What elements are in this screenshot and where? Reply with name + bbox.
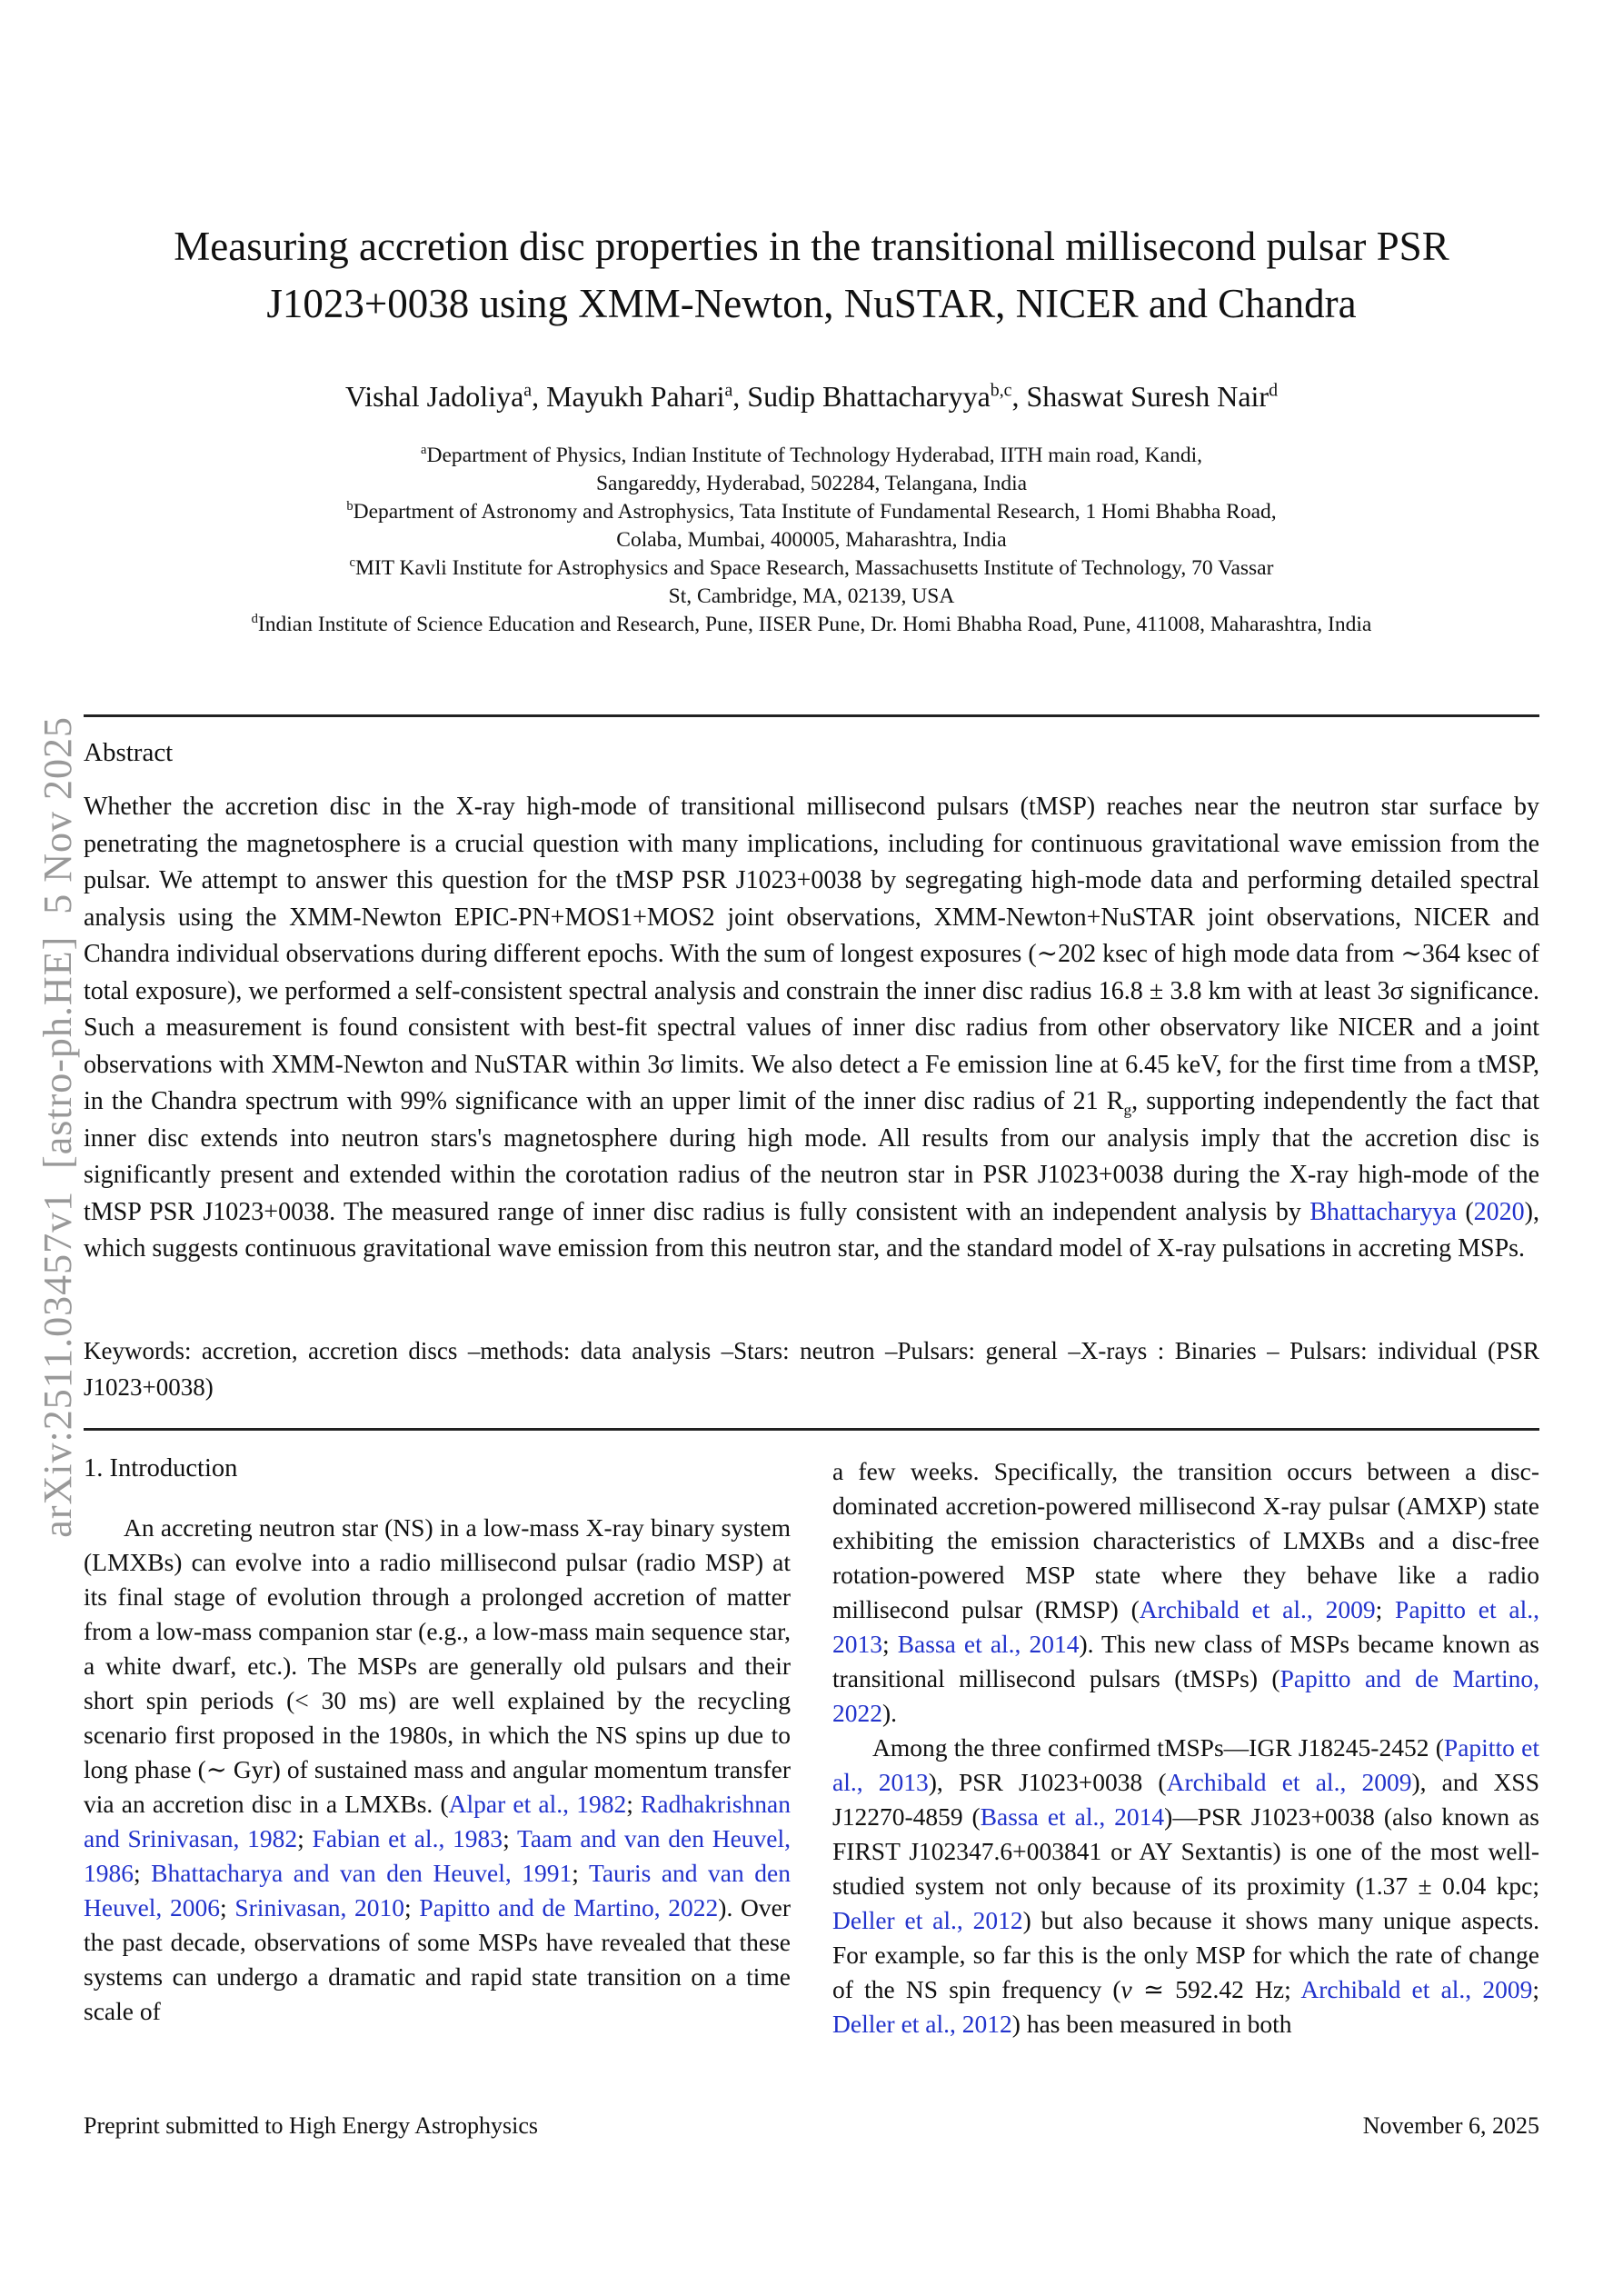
affiliation-c <box>84 554 1539 611</box>
text-span: ( <box>1456 1197 1474 1226</box>
text-span: ; <box>503 1824 517 1852</box>
text-span: ). <box>882 1699 898 1727</box>
text-span: a few weeks. Specifically, the transition occurs between a disc-dominated accretion-powered millisecond X-ray pulsar (AMXP) state exhibiting the emission characteristics of LMXBs and a disc-free rotation-powered MSP state where they behave like a radio millisecond pulsar (RMSP) ( <box>832 1457 1539 1623</box>
abstract-text <box>84 789 1539 1268</box>
text-span: ; <box>1375 1595 1396 1623</box>
citation-link[interactable]: Fabian et al., 1983 <box>312 1824 503 1852</box>
arxiv-stamp-container <box>24 509 91 1745</box>
text-span: Whether the accretion disc in the X-ray high-mode of transitional millisecond pulsars (tMSP) reaches near the neutron star surface by penetrating the magnetosphere is a crucial question with many implications, including for continuous gravitational wave emission from the pulsar. We attempt to answer this question for the tMSP PSR J1023+0038 by segregating high-mode data and performing detailed spectral analysis using the XMM-Newton EPIC-PN+MOS1+MOS2 joint observations, XMM-Newton+NuSTAR joint observations, NICER and Chandra individual observations during different epochs. With the sum of longest exposures (∼202 ksec of high mode data from ∼364 ksec of total exposure), we performed a self-consistent spectral analysis and constrain the inner disc radius 16.8 ± 3.8 km with at least 3σ significance. Such a measurement is found consistent with best-fit spectral values of inner disc radius from other observatory like NICER and a joint observations with XMM-Newton and NuSTAR within 3σ limits. We also detect a Fe emission line at 6.45 keV, for the first time from a tMSP, in the Chandra spectrum with 99% significance with an upper limit of the inner disc radius of 21 R <box>84 793 1539 1115</box>
text-span: Vishal Jadoliya <box>345 380 524 413</box>
text-span: MIT Kavli Institute for Astrophysics and Space Research, Massachusetts Institute of Technology, 70 Vassar <box>355 556 1274 580</box>
text-span: ; <box>572 1859 589 1887</box>
text-span: ). Over the past decade, observations of some MSPs have revealed that these systems can undergo a dramatic and rapid state transition on a time scale of <box>84 1893 792 2025</box>
text-span: a <box>724 380 733 401</box>
affiliation-a <box>84 442 1539 498</box>
intro-paragraph-3 <box>832 1731 1539 2041</box>
text-span: ; <box>882 1630 898 1658</box>
divider-top <box>84 714 1539 717</box>
intro-paragraph-2 <box>832 1454 1539 1731</box>
keywords-line <box>84 1333 1539 1405</box>
citation-link[interactable]: Radhakrishnan and Srinivasan, 1982 <box>84 1790 792 1852</box>
arxiv-stamp: arXiv:2511.03457v1 [astro-ph.HE] 5 Nov 2025 <box>35 716 80 1538</box>
text-span: Department of Physics, Indian Institute of Technology Hyderabad, IITH main road, Kandi, <box>426 444 1202 467</box>
text-span: Indian Institute of Science Education and Research, Pune, IISER Pune, Dr. Homi Bhabha Road, Pune, 411008, Maharashtra, India <box>257 613 1372 636</box>
two-column-body <box>84 1454 1539 2041</box>
left-column <box>84 1454 791 2041</box>
text-span: b <box>346 499 353 514</box>
citation-link[interactable]: Deller et al., 2012 <box>832 2010 1012 2038</box>
citation-link[interactable]: Tauris and van den Heuvel, 2006 <box>84 1859 791 1922</box>
citation-link[interactable]: Papitto et al., 2013 <box>832 1733 1539 1796</box>
citation-link[interactable]: Deller et al., 2012 <box>832 1906 1023 1934</box>
right-column <box>832 1454 1539 2041</box>
affiliation-b <box>84 498 1539 554</box>
citation-link[interactable]: Srinivasan, 2010 <box>234 1893 405 1922</box>
text-span: ), and XSS J12270-4859 ( <box>832 1768 1539 1831</box>
text-span: c <box>349 555 356 571</box>
text-span: St, Cambridge, MA, 02139, USA <box>668 584 955 608</box>
citation-link[interactable]: Archibald et al., 2009 <box>1139 1595 1376 1623</box>
text-span: Sangareddy, Hyderabad, 502284, Telangana, India <box>595 472 1028 495</box>
text-span: Among the three confirmed tMSPs—IGR J18245-2452 ( <box>872 1733 1444 1762</box>
text-span: ; <box>220 1893 235 1922</box>
text-span: d <box>251 612 258 627</box>
text-span: ; <box>297 1824 313 1852</box>
citation-link[interactable]: Bhattacharya and van den Heuvel, 1991 <box>151 1859 573 1887</box>
text-span: a <box>523 380 533 401</box>
paper-title <box>84 218 1539 333</box>
text-span: Colaba, Mumbai, 400005, Maharashtra, India <box>616 528 1007 552</box>
divider-bottom <box>84 1428 1539 1431</box>
text-span: Keywords: accretion, accretion discs –methods: data analysis –Stars: neutron –Pulsars: general –X-rays : Binaries – Pulsars: individual (PSR J1023+0038) <box>84 1337 1539 1401</box>
text-span: ), which suggests continuous gravitational wave emission from this neutron star, and the standard model of X-ray pulsations in accreting MSPs. <box>84 1197 1539 1263</box>
text-span: d <box>1269 380 1278 401</box>
intro-paragraph-1 <box>84 1511 791 2029</box>
footer-date: November 6, 2025 <box>1362 2112 1539 2139</box>
text-span: ν <box>1120 1975 1132 2003</box>
citation-link[interactable]: 2020 <box>1473 1197 1525 1226</box>
text-span: ; <box>404 1893 420 1922</box>
text-span: , Sudip Bhattacharyya <box>732 380 991 413</box>
text-span: )—PSR J1023+0038 (also known as FIRST J102347.6+003841 or AY Sextantis) is one of the most well-studied system not only because of its proximity (1.37 ± 0.04 kpc; <box>832 1802 1539 1900</box>
text-span: ) but also because it shows many unique aspects. For example, so far this is the only MSP for which the rate of change of the NS spin frequency ( <box>832 1906 1539 2003</box>
text-span: An accreting neutron star (NS) in a low-mass X-ray binary system (LMXBs) can evolve into a radio millisecond pulsar (radio MSP) at its final stage of evolution through a prolonged accretion of matter from a low-mass companion star (e.g., a low-mass main sequence star, a white dwarf, etc.). The MSPs are generally old pulsars and their short spin periods (< 30 ms) are well explained by the recycling scenario first proposed in the 1980s, in which the NS spins up due to long phase (∼ Gyr) of sustained mass and angular momentum transfer via an accretion disc in a LMXBs. ( <box>84 1513 791 1818</box>
text-span: ) has been measured in both <box>1011 2010 1292 2038</box>
page-footer <box>84 2112 1539 2140</box>
section-heading-introduction: 1. Introduction <box>84 1454 238 1482</box>
citation-link[interactable]: Archibald et al., 2009 <box>1300 1975 1533 2003</box>
citation-link[interactable]: Archibald et al., 2009 <box>1166 1768 1412 1796</box>
text-span: Department of Astronomy and Astrophysics, Tata Institute of Fundamental Research, 1 Homi Bhabha Road, <box>353 500 1277 524</box>
text-span: ; <box>134 1859 152 1887</box>
text-span: , Mayukh Pahari <box>532 380 725 413</box>
paper-title-text: Measuring accretion disc properties in the transitional millisecond pulsar PSR J1023+0038 using XMM-Newton, NuSTAR, NICER and Chandra <box>174 224 1449 326</box>
citation-link[interactable]: Alpar et al., 1982 <box>448 1790 627 1818</box>
citation-link[interactable]: Bhattacharyya <box>1309 1197 1457 1226</box>
author-line <box>84 380 1539 414</box>
text-span: a <box>421 443 427 458</box>
footer-preprint-note: Preprint submitted to High Energy Astrophysics <box>84 2112 538 2139</box>
text-span: ≃ 592.42 Hz; <box>1131 1975 1301 2003</box>
citation-link[interactable]: Taam and van den Heuvel, 1986 <box>84 1824 791 1887</box>
text-span: , Shaswat Suresh Nair <box>1011 380 1270 413</box>
text-span: g <box>1123 1101 1132 1119</box>
text-span: b,c <box>990 380 1012 401</box>
citation-link[interactable]: Bassa et al., 2014 <box>897 1630 1080 1658</box>
paper-content <box>84 0 1539 2296</box>
citation-link[interactable]: Papitto and de Martino, 2022 <box>832 1664 1539 1727</box>
affiliations <box>84 442 1539 639</box>
text-span: ), PSR J1023+0038 ( <box>928 1768 1167 1796</box>
text-span: ). This new class of MSPs became known as transitional millisecond pulsars (tMSPs) ( <box>832 1630 1539 1692</box>
affiliation-d <box>84 611 1539 639</box>
citation-link[interactable]: Papitto et al., 2013 <box>832 1595 1540 1658</box>
citation-link[interactable]: Bassa et al., 2014 <box>980 1802 1165 1831</box>
citation-link[interactable]: Papitto and de Martino, 2022 <box>419 1893 719 1922</box>
text-span: ; <box>1532 1975 1540 2003</box>
text-span: ; <box>626 1790 642 1818</box>
abstract-heading: Abstract <box>84 738 174 767</box>
text-span: , supporting independently the fact that inner disc extends into neutron stars's magnetosphere during high mode. All results from our analysis imply that the accretion disc is significantly present and extended within the corotation radius of the neutron star in PSR J1023+0038 during the X-ray high-mode of the tMSP PSR J1023+0038. The measured range of inner disc radius is fully consistent with an independent analysis by <box>84 1087 1539 1226</box>
